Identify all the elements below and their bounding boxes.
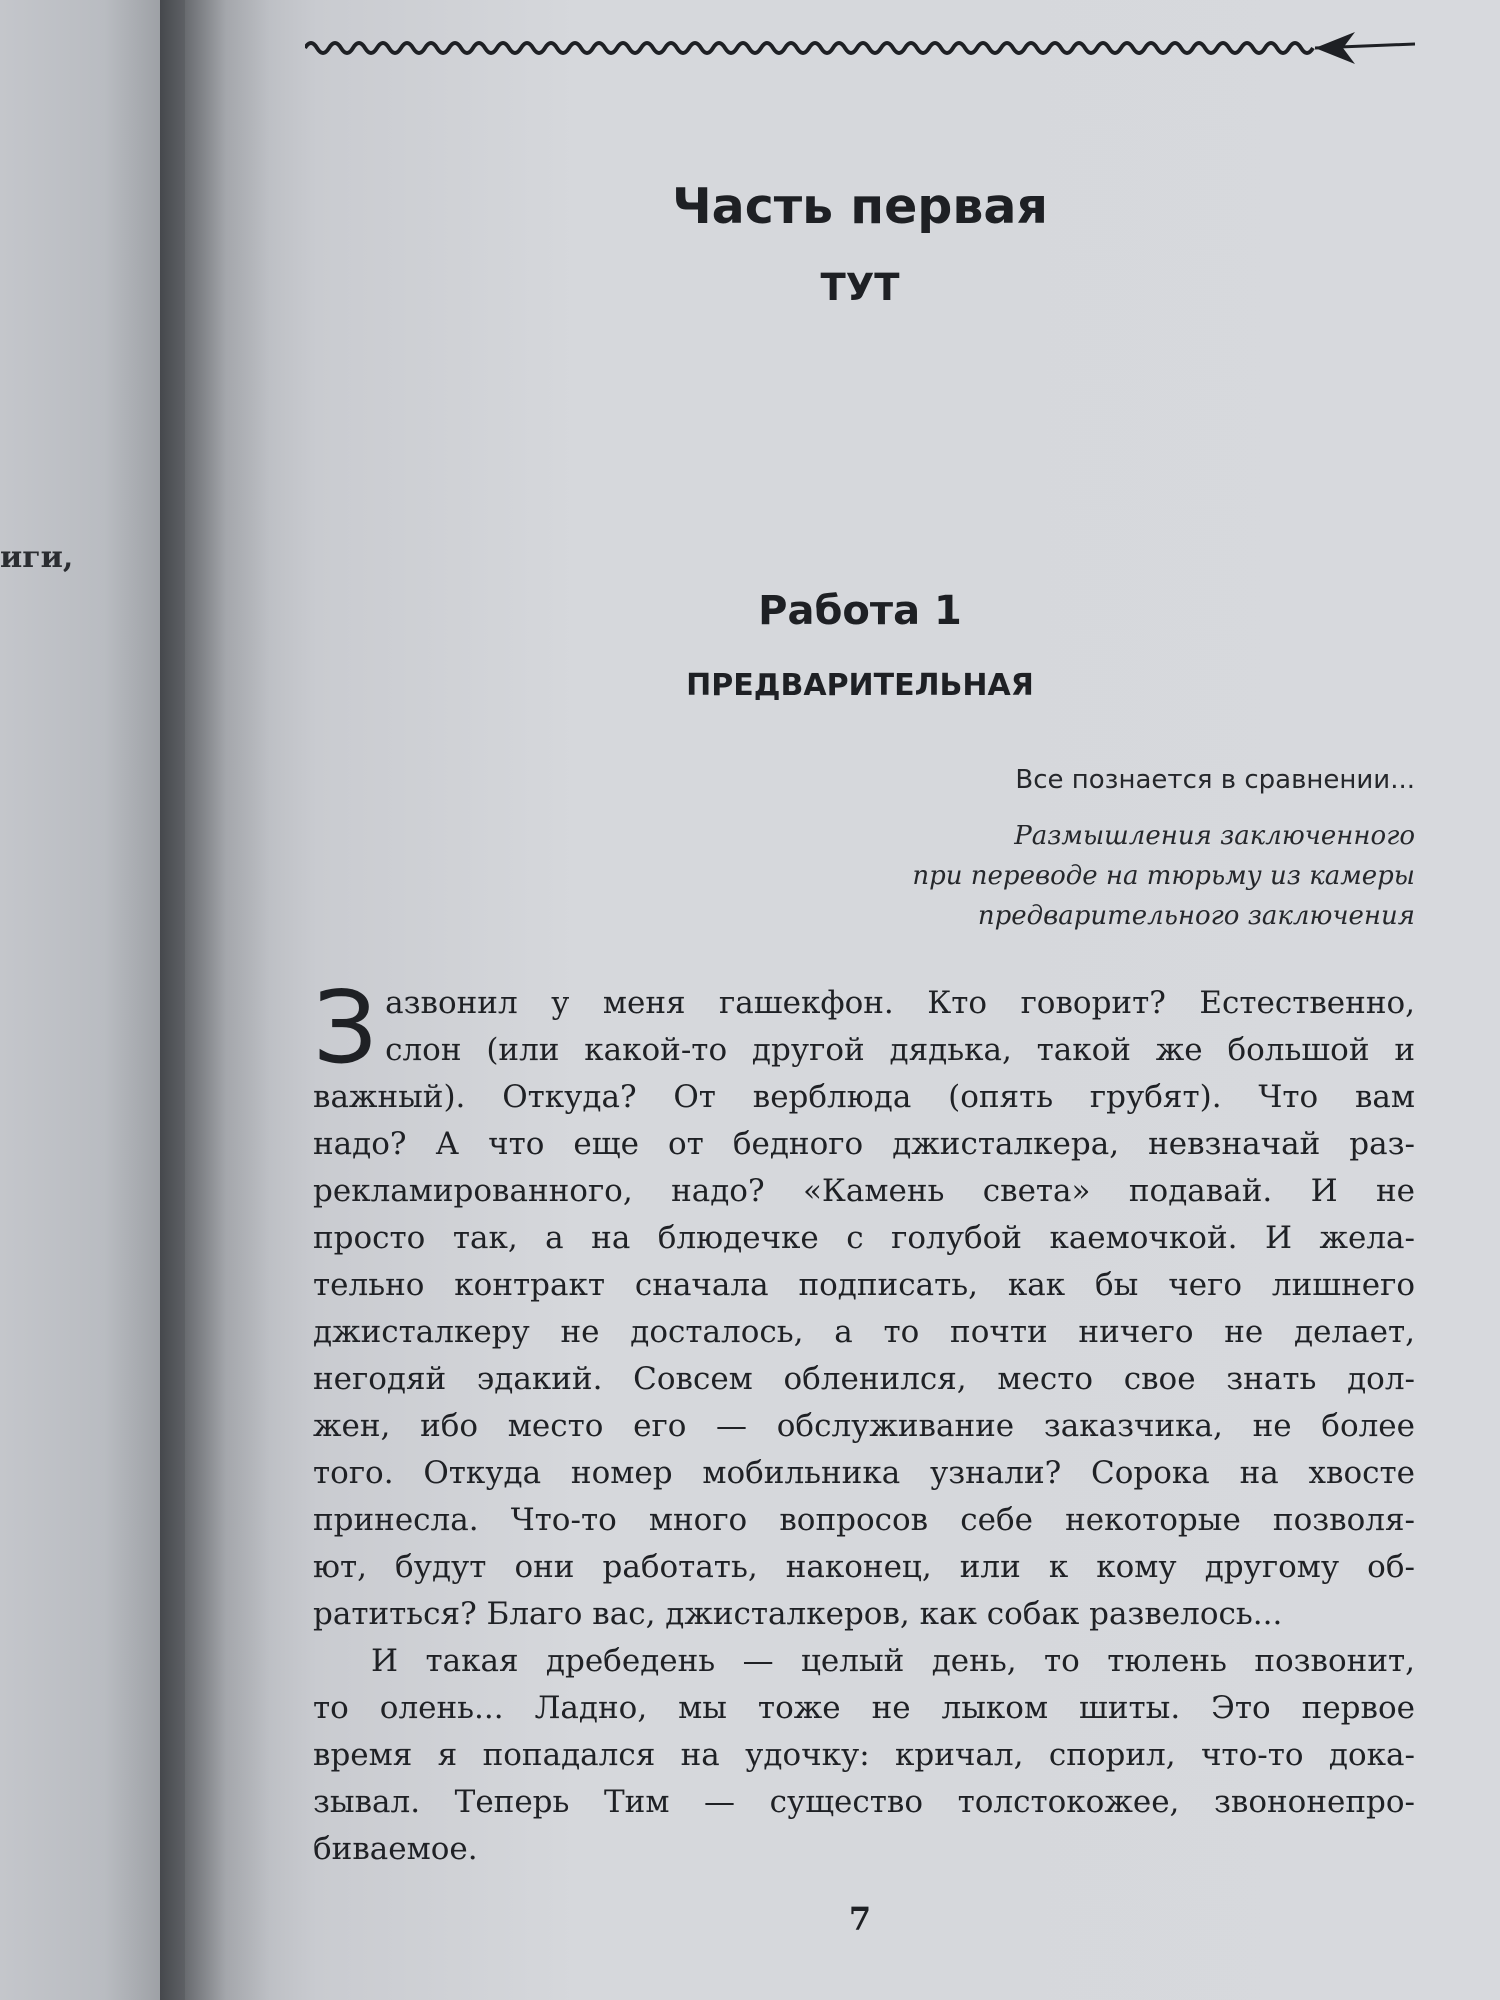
text-line: просто так, а на блюдечке с голубой каемочкой. И жела- [313, 1220, 1415, 1256]
page-number: 7 [848, 1900, 872, 1938]
body-text [313, 969, 1415, 1873]
epigraph-source-line: Размышления заключенного [1014, 821, 1415, 851]
text-line: того. Откуда номер мобильника узнали? Сорока на хвосте [313, 1455, 1415, 1491]
text-line: тельно контракт сначала подписать, как бы чего лишнего [313, 1267, 1415, 1303]
part-subtitle: ТУТ [820, 266, 900, 309]
drop-cap: З [313, 969, 378, 1086]
epigraph [700, 760, 1415, 936]
text-line: ют, будут они работать, наконец, или к кому другому об- [313, 1549, 1415, 1585]
epigraph-source-line: предварительного заключения [977, 901, 1415, 931]
epigraph-source-line: при переводе на тюрьму из камеры [912, 861, 1415, 891]
book-spine-shadow [160, 0, 270, 2000]
text-line: слон (или какой-то другой дядька, такой же большой и [385, 1032, 1415, 1068]
text-line: принесла. Что-то много вопросов себе некоторые позволя- [313, 1502, 1415, 1538]
epigraph-source [700, 816, 1415, 936]
paragraph-2 [313, 1638, 1415, 1873]
paragraph-1 [313, 969, 1415, 1638]
text-line: время я попадался на удочку: кричал, спорил, что-то дока- [313, 1737, 1415, 1773]
text-line: зывал. Теперь Тим — существо толстокожее, звононепро- [313, 1784, 1415, 1820]
text-line: джисталкеру не досталось, а то почти ничего не делает, [313, 1314, 1415, 1350]
text-line: надо? А что еще от бедного джисталкера, невзначай раз- [313, 1126, 1415, 1162]
text-line: ратиться? Благо вас, джисталкеров, как собак развелось... [313, 1596, 1283, 1632]
text-line: то олень... Ладно, мы тоже не лыком шиты. Это первое [313, 1690, 1415, 1726]
epigraph-quote: Все познается в сравнении... [1015, 765, 1415, 795]
text-line: жен, ибо место его — обслуживание заказчика, не более [313, 1408, 1415, 1444]
text-line: важный). Откуда? От верблюда (опять грубят). Что вам [313, 1079, 1415, 1115]
text-line: рекламированного, надо? «Камень света» подавай. И не [313, 1173, 1415, 1209]
left-page-text-fragment: иги, [0, 540, 74, 575]
header-ornament [305, 30, 1415, 70]
text-line: азвонил у меня гашекфон. Кто говорит? Естественно, [385, 985, 1415, 1021]
chapter-subtitle: ПРЕДВАРИТЕЛЬНАЯ [686, 668, 1034, 703]
chapter-title: Работа 1 [758, 588, 962, 634]
text-line: негодяй эдакий. Совсем обленился, место свое знать дол- [313, 1361, 1415, 1397]
text-line: биваемое. [313, 1831, 478, 1867]
part-title: Часть первая [672, 178, 1048, 235]
text-line: И такая дребедень — целый день, то тюлень позвонит, [371, 1643, 1415, 1679]
